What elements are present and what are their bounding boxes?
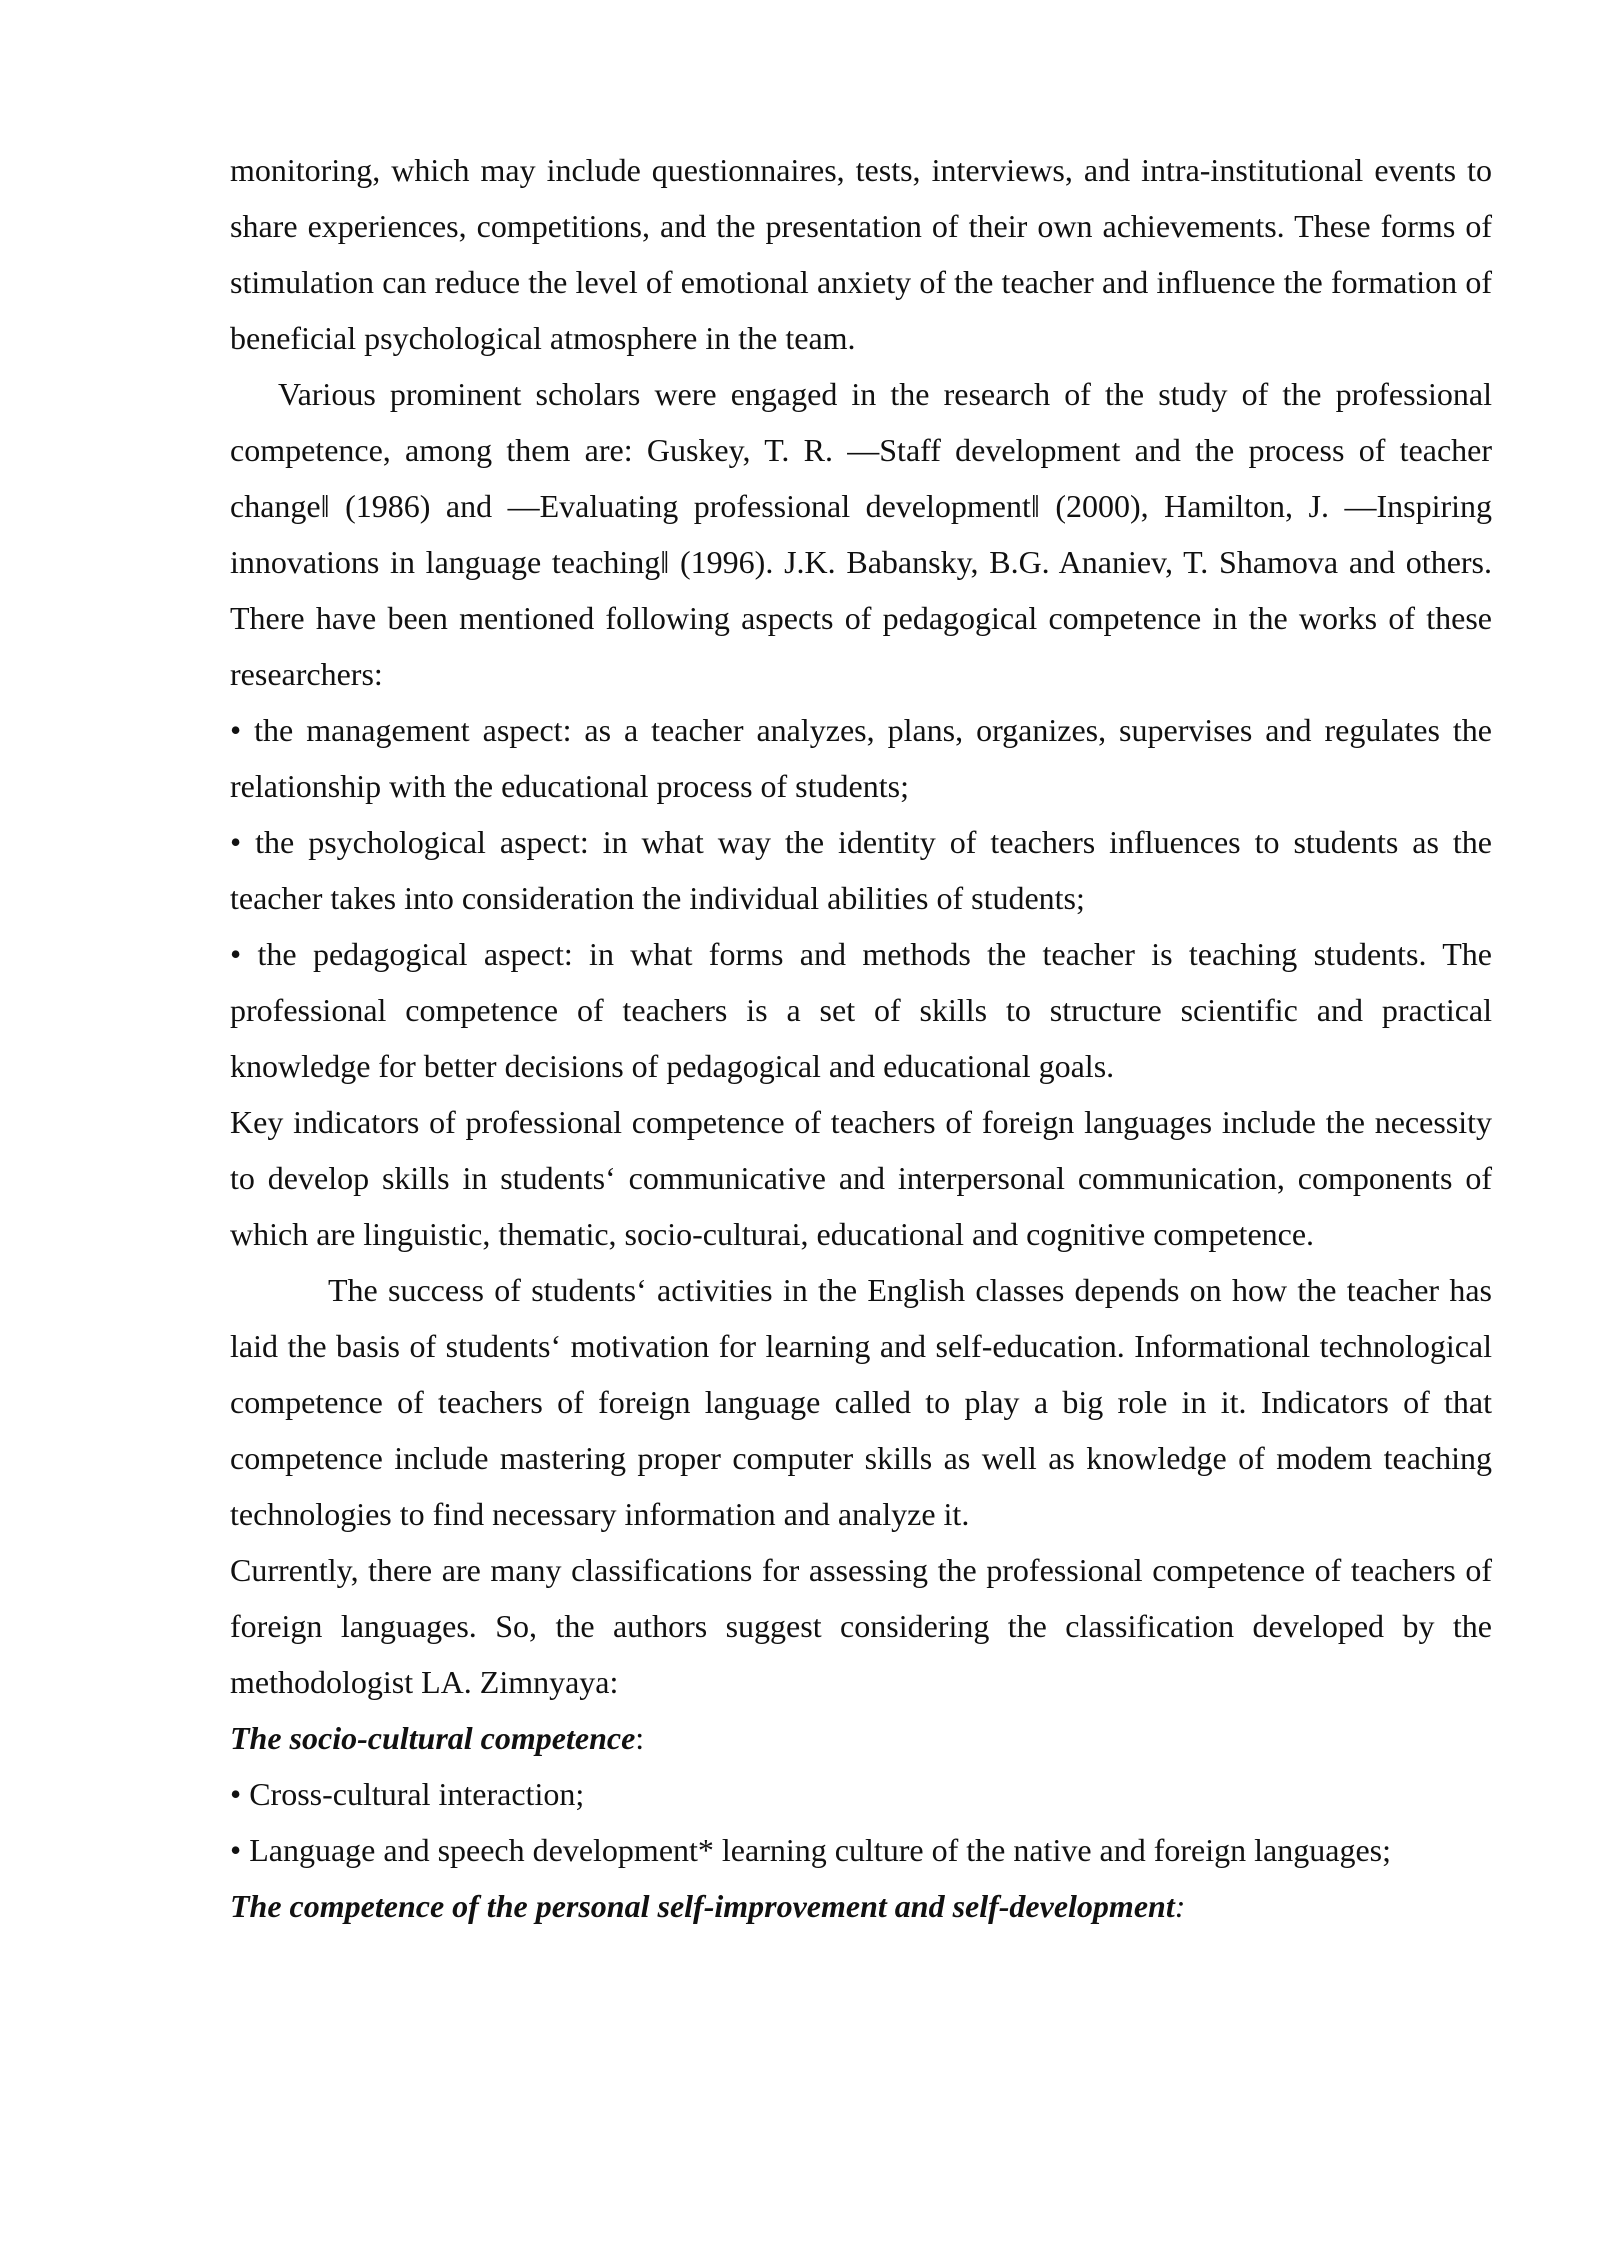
list-item-pedagogical-aspect: • the pedagogical aspect: in what forms and methods the teacher is teaching students. The professional competence of teachers is a set of skills to structure scientific and practical knowledge for better decisions of pedagogical and educational goals.	[230, 936, 1492, 1084]
paragraph-monitoring: monitoring, which may include questionnaires, tests, interviews, and intra-institutional events to share experiences, competitions, and the presentation of their own achievements. These forms of stimulation can reduce the level of emotional anxiety of the teacher and influence the formation of beneficial psychological atmosphere in the team.	[230, 152, 1492, 356]
list-item-language-speech: • Language and speech development* learning culture of the native and foreign languages;	[230, 1832, 1391, 1868]
paragraph-scholars: Various prominent scholars were engaged in the research of the study of the professional competence, among them are: Guskey, T. R. ―Staff development and the process of teacher change‖ (1986) and ―Evaluating professional development‖ (2000), Hamilton, J. ―Inspiring innovations in language teaching‖ (1996). J.K. Babansky, B.G. Ananiev, T. Shamova and others. There have been mentioned following aspects of pedagogical competence in the works of these researchers:	[230, 376, 1492, 692]
heading-colon: :	[1174, 1888, 1186, 1924]
heading-colon: :	[635, 1720, 645, 1756]
list-item-cross-cultural: • Cross-cultural interaction;	[230, 1776, 585, 1812]
paragraph-classifications: Currently, there are many classifications for assessing the professional competence of teachers of foreign languages. So, the authors suggest considering the classification developed by the methodologist LA. Zimnyaya:	[230, 1552, 1492, 1700]
paragraph-success: The success of students‘ activities in the English classes depends on how the teacher has laid the basis of students‘ motivation for learning and self-education. Informational technological competence of teachers of foreign language called to play a big role in it. Indicators of that competence include mastering proper computer skills as well as knowledge of modem teaching technologies to find necessary information and analyze it.	[230, 1272, 1492, 1532]
paragraph-key-indicators: Key indicators of professional competence of teachers of foreign languages include the necessity to develop skills in students‘ communicative and interpersonal communication, components of which are linguistic, thematic, socio-culturai, educational and cognitive competence.	[230, 1104, 1492, 1252]
list-item-management-aspect: • the management aspect: as a teacher analyzes, plans, organizes, supervises and regulates the relationship with the educational process of students;	[230, 712, 1492, 804]
section-heading-socio-cultural	[230, 1710, 1492, 1766]
list-item-psychological-aspect: • the psychological aspect: in what way the identity of teachers influences to students as the teacher takes into consideration the individual abilities of students;	[230, 824, 1492, 916]
heading-text: The competence of the personal self-improvement and self-development	[230, 1888, 1175, 1924]
document-page	[230, 142, 1492, 1934]
section-heading-self-improvement	[230, 1878, 1492, 1934]
heading-text: The socio-cultural competence	[230, 1720, 636, 1756]
